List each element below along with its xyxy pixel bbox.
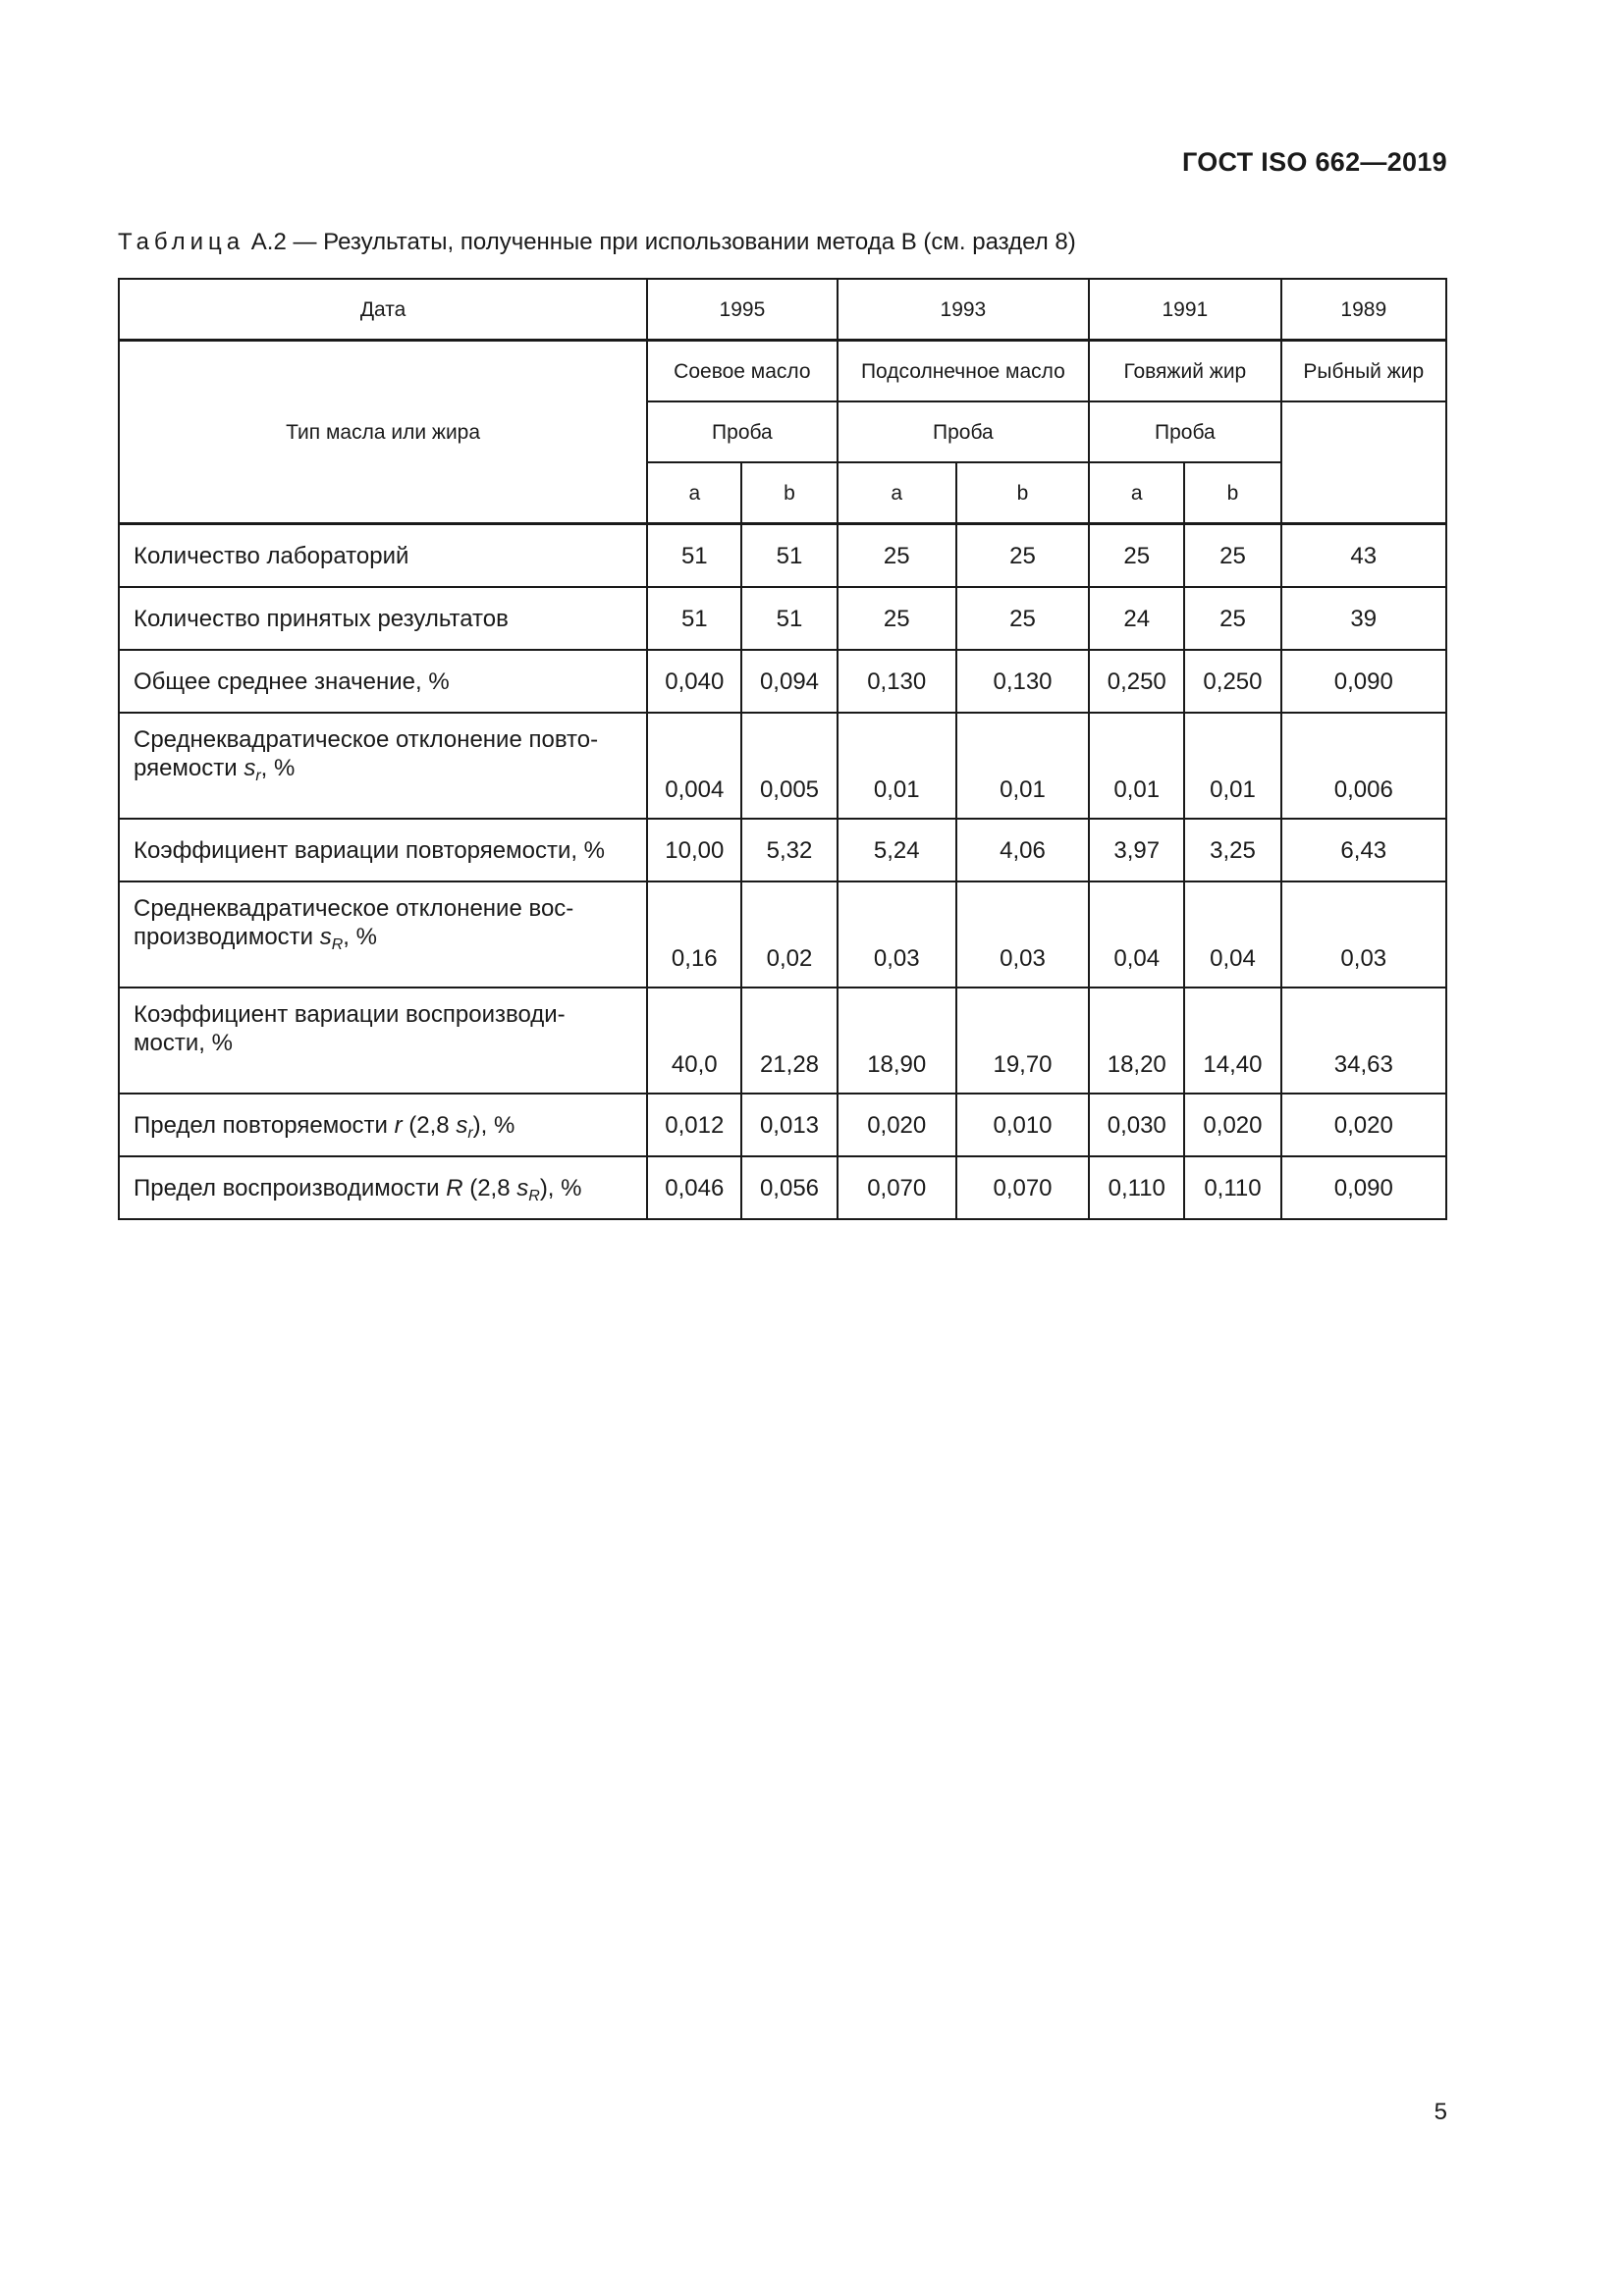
sample-b: b bbox=[1184, 462, 1280, 524]
row-label: Количество принятых результатов bbox=[119, 587, 647, 650]
cell-value: 5,24 bbox=[838, 819, 956, 881]
row-label-tail: ), % bbox=[539, 1174, 582, 1201]
cell-value: 0,16 bbox=[647, 881, 741, 988]
cell-value: 0,04 bbox=[1184, 881, 1280, 988]
cell-value: 0,030 bbox=[1089, 1094, 1184, 1156]
cell-value: 21,28 bbox=[741, 988, 837, 1094]
symbol-sub: R bbox=[528, 1187, 540, 1204]
cell-value: 0,070 bbox=[956, 1156, 1089, 1219]
row-label-line1: Коэффициент вариации воспроизводи- bbox=[134, 1001, 566, 1028]
oil-type-sunflower: Подсолнечное масло bbox=[838, 341, 1090, 402]
cell-value: 18,20 bbox=[1089, 988, 1184, 1094]
table-row bbox=[119, 988, 1446, 1094]
symbol-s: s bbox=[244, 755, 256, 781]
page-number: 5 bbox=[1434, 2099, 1447, 2125]
formula-pre: (2,8 bbox=[408, 1111, 450, 1139]
row-label: Общее среднее значение, % bbox=[119, 650, 647, 713]
cell-value: 19,70 bbox=[956, 988, 1089, 1094]
table-row bbox=[119, 881, 1446, 988]
cell-value: 51 bbox=[741, 587, 837, 650]
cell-value: 4,06 bbox=[956, 819, 1089, 881]
cell-value: 0,040 bbox=[647, 650, 741, 713]
oil-type-soybean: Соевое масло bbox=[647, 341, 837, 402]
row-label-line2: мости, % bbox=[134, 1030, 233, 1056]
cell-value: 0,01 bbox=[956, 713, 1089, 819]
cell-value: 0,056 bbox=[741, 1156, 837, 1219]
cell-value: 0,02 bbox=[741, 881, 837, 988]
row-label-line2: производимости bbox=[134, 924, 314, 950]
header-row-oil-types bbox=[119, 341, 1446, 402]
table-row bbox=[119, 819, 1446, 881]
cell-value: 0,070 bbox=[838, 1156, 956, 1219]
cell-value: 0,04 bbox=[1089, 881, 1184, 988]
row-label-pre: Предел воспроизводимости bbox=[134, 1174, 440, 1201]
table-row bbox=[119, 587, 1446, 650]
cell-value: 0,03 bbox=[838, 881, 956, 988]
cell-value: 3,97 bbox=[1089, 819, 1184, 881]
symbol-main: R bbox=[446, 1174, 463, 1201]
cell-value: 0,020 bbox=[1281, 1094, 1446, 1156]
caption-prefix: Таблица bbox=[118, 229, 245, 255]
row-label-pre: Предел повторяемости bbox=[134, 1111, 388, 1139]
sample-a: a bbox=[1089, 462, 1184, 524]
cell-value: 0,005 bbox=[741, 713, 837, 819]
sample-a: a bbox=[838, 462, 956, 524]
cell-value: 6,43 bbox=[1281, 819, 1446, 881]
cell-value: 0,012 bbox=[647, 1094, 741, 1156]
date-label: Дата bbox=[119, 279, 647, 341]
symbol-s: s bbox=[516, 1174, 529, 1201]
year-1993: 1993 bbox=[838, 279, 1090, 341]
cell-value: 14,40 bbox=[1184, 988, 1280, 1094]
cell-value: 0,090 bbox=[1281, 1156, 1446, 1219]
row-label bbox=[119, 713, 647, 819]
cell-value: 40,0 bbox=[647, 988, 741, 1094]
cell-value: 0,020 bbox=[1184, 1094, 1280, 1156]
year-1991: 1991 bbox=[1089, 279, 1280, 341]
cell-value: 3,25 bbox=[1184, 819, 1280, 881]
header-row-dates bbox=[119, 279, 1446, 341]
cell-value: 39 bbox=[1281, 587, 1446, 650]
sample-blank-1989 bbox=[1281, 401, 1446, 524]
cell-value: 5,32 bbox=[741, 819, 837, 881]
cell-value: 0,094 bbox=[741, 650, 837, 713]
cell-value: 0,110 bbox=[1184, 1156, 1280, 1219]
cell-value: 34,63 bbox=[1281, 988, 1446, 1094]
table-row bbox=[119, 524, 1446, 588]
cell-value: 25 bbox=[956, 587, 1089, 650]
symbol-s: s bbox=[456, 1111, 468, 1139]
sample-label-1993: Проба bbox=[838, 401, 1090, 462]
cell-value: 25 bbox=[1184, 587, 1280, 650]
results-table bbox=[118, 278, 1447, 1220]
cell-value: 43 bbox=[1281, 524, 1446, 588]
cell-value: 0,013 bbox=[741, 1094, 837, 1156]
row-label bbox=[119, 1156, 647, 1219]
table-caption bbox=[118, 229, 1076, 256]
sample-label-1991: Проба bbox=[1089, 401, 1280, 462]
sample-b: b bbox=[741, 462, 837, 524]
oil-type-beef: Говяжий жир bbox=[1089, 341, 1280, 402]
symbol-sub: R bbox=[331, 936, 344, 953]
cell-value: 25 bbox=[1184, 524, 1280, 588]
symbol-sub: r bbox=[255, 768, 261, 784]
row-label-tail: ), % bbox=[472, 1111, 515, 1139]
cell-value: 0,130 bbox=[956, 650, 1089, 713]
caption-text: A.2 — Результаты, полученные при использовании метода B (см. раздел 8) bbox=[250, 229, 1076, 255]
cell-value: 0,110 bbox=[1089, 1156, 1184, 1219]
symbol-sub: r bbox=[467, 1124, 473, 1142]
cell-value: 0,046 bbox=[647, 1156, 741, 1219]
cell-value: 0,03 bbox=[956, 881, 1089, 988]
cell-value: 25 bbox=[956, 524, 1089, 588]
row-label-line1: Среднеквадратическое отклонение повто- bbox=[134, 726, 599, 753]
row-label: Количество лабораторий bbox=[119, 524, 647, 588]
oil-type-label: Тип масла или жира bbox=[119, 341, 647, 524]
sample-b: b bbox=[956, 462, 1089, 524]
cell-value: 51 bbox=[741, 524, 837, 588]
cell-value: 0,01 bbox=[838, 713, 956, 819]
cell-value: 18,90 bbox=[838, 988, 956, 1094]
cell-value: 0,03 bbox=[1281, 881, 1446, 988]
cell-value: 0,006 bbox=[1281, 713, 1446, 819]
cell-value: 0,01 bbox=[1184, 713, 1280, 819]
cell-value: 25 bbox=[838, 524, 956, 588]
sample-a: a bbox=[647, 462, 741, 524]
cell-value: 0,250 bbox=[1184, 650, 1280, 713]
row-label bbox=[119, 1094, 647, 1156]
row-label: Коэффициент вариации повторяемости, % bbox=[119, 819, 647, 881]
formula-pre: (2,8 bbox=[469, 1174, 511, 1201]
row-label bbox=[119, 881, 647, 988]
table-row bbox=[119, 650, 1446, 713]
row-label-line1: Среднеквадратическое отклонение вос- bbox=[134, 895, 574, 922]
symbol-s: s bbox=[319, 924, 332, 950]
cell-value: 0,020 bbox=[838, 1094, 956, 1156]
table-row bbox=[119, 1094, 1446, 1156]
cell-value: 0,130 bbox=[838, 650, 956, 713]
symbol-main: r bbox=[394, 1111, 403, 1139]
cell-value: 0,004 bbox=[647, 713, 741, 819]
table-row bbox=[119, 713, 1446, 819]
year-1989: 1989 bbox=[1281, 279, 1446, 341]
cell-value: 25 bbox=[1089, 524, 1184, 588]
year-1995: 1995 bbox=[647, 279, 837, 341]
oil-type-fish: Рыбный жир bbox=[1281, 341, 1446, 402]
document-header: ГОСТ ISO 662—2019 bbox=[1182, 147, 1447, 177]
sample-label-1995: Проба bbox=[647, 401, 837, 462]
cell-value: 24 bbox=[1089, 587, 1184, 650]
table-row bbox=[119, 1156, 1446, 1219]
cell-value: 25 bbox=[838, 587, 956, 650]
cell-value: 0,090 bbox=[1281, 650, 1446, 713]
row-label bbox=[119, 988, 647, 1094]
row-label-tail: , % bbox=[343, 924, 377, 950]
cell-value: 51 bbox=[647, 587, 741, 650]
row-label-line2: ряемости bbox=[134, 755, 238, 781]
cell-value: 0,250 bbox=[1089, 650, 1184, 713]
row-label-tail: , % bbox=[260, 755, 296, 781]
cell-value: 51 bbox=[647, 524, 741, 588]
cell-value: 0,010 bbox=[956, 1094, 1089, 1156]
cell-value: 0,01 bbox=[1089, 713, 1184, 819]
cell-value: 10,00 bbox=[647, 819, 741, 881]
